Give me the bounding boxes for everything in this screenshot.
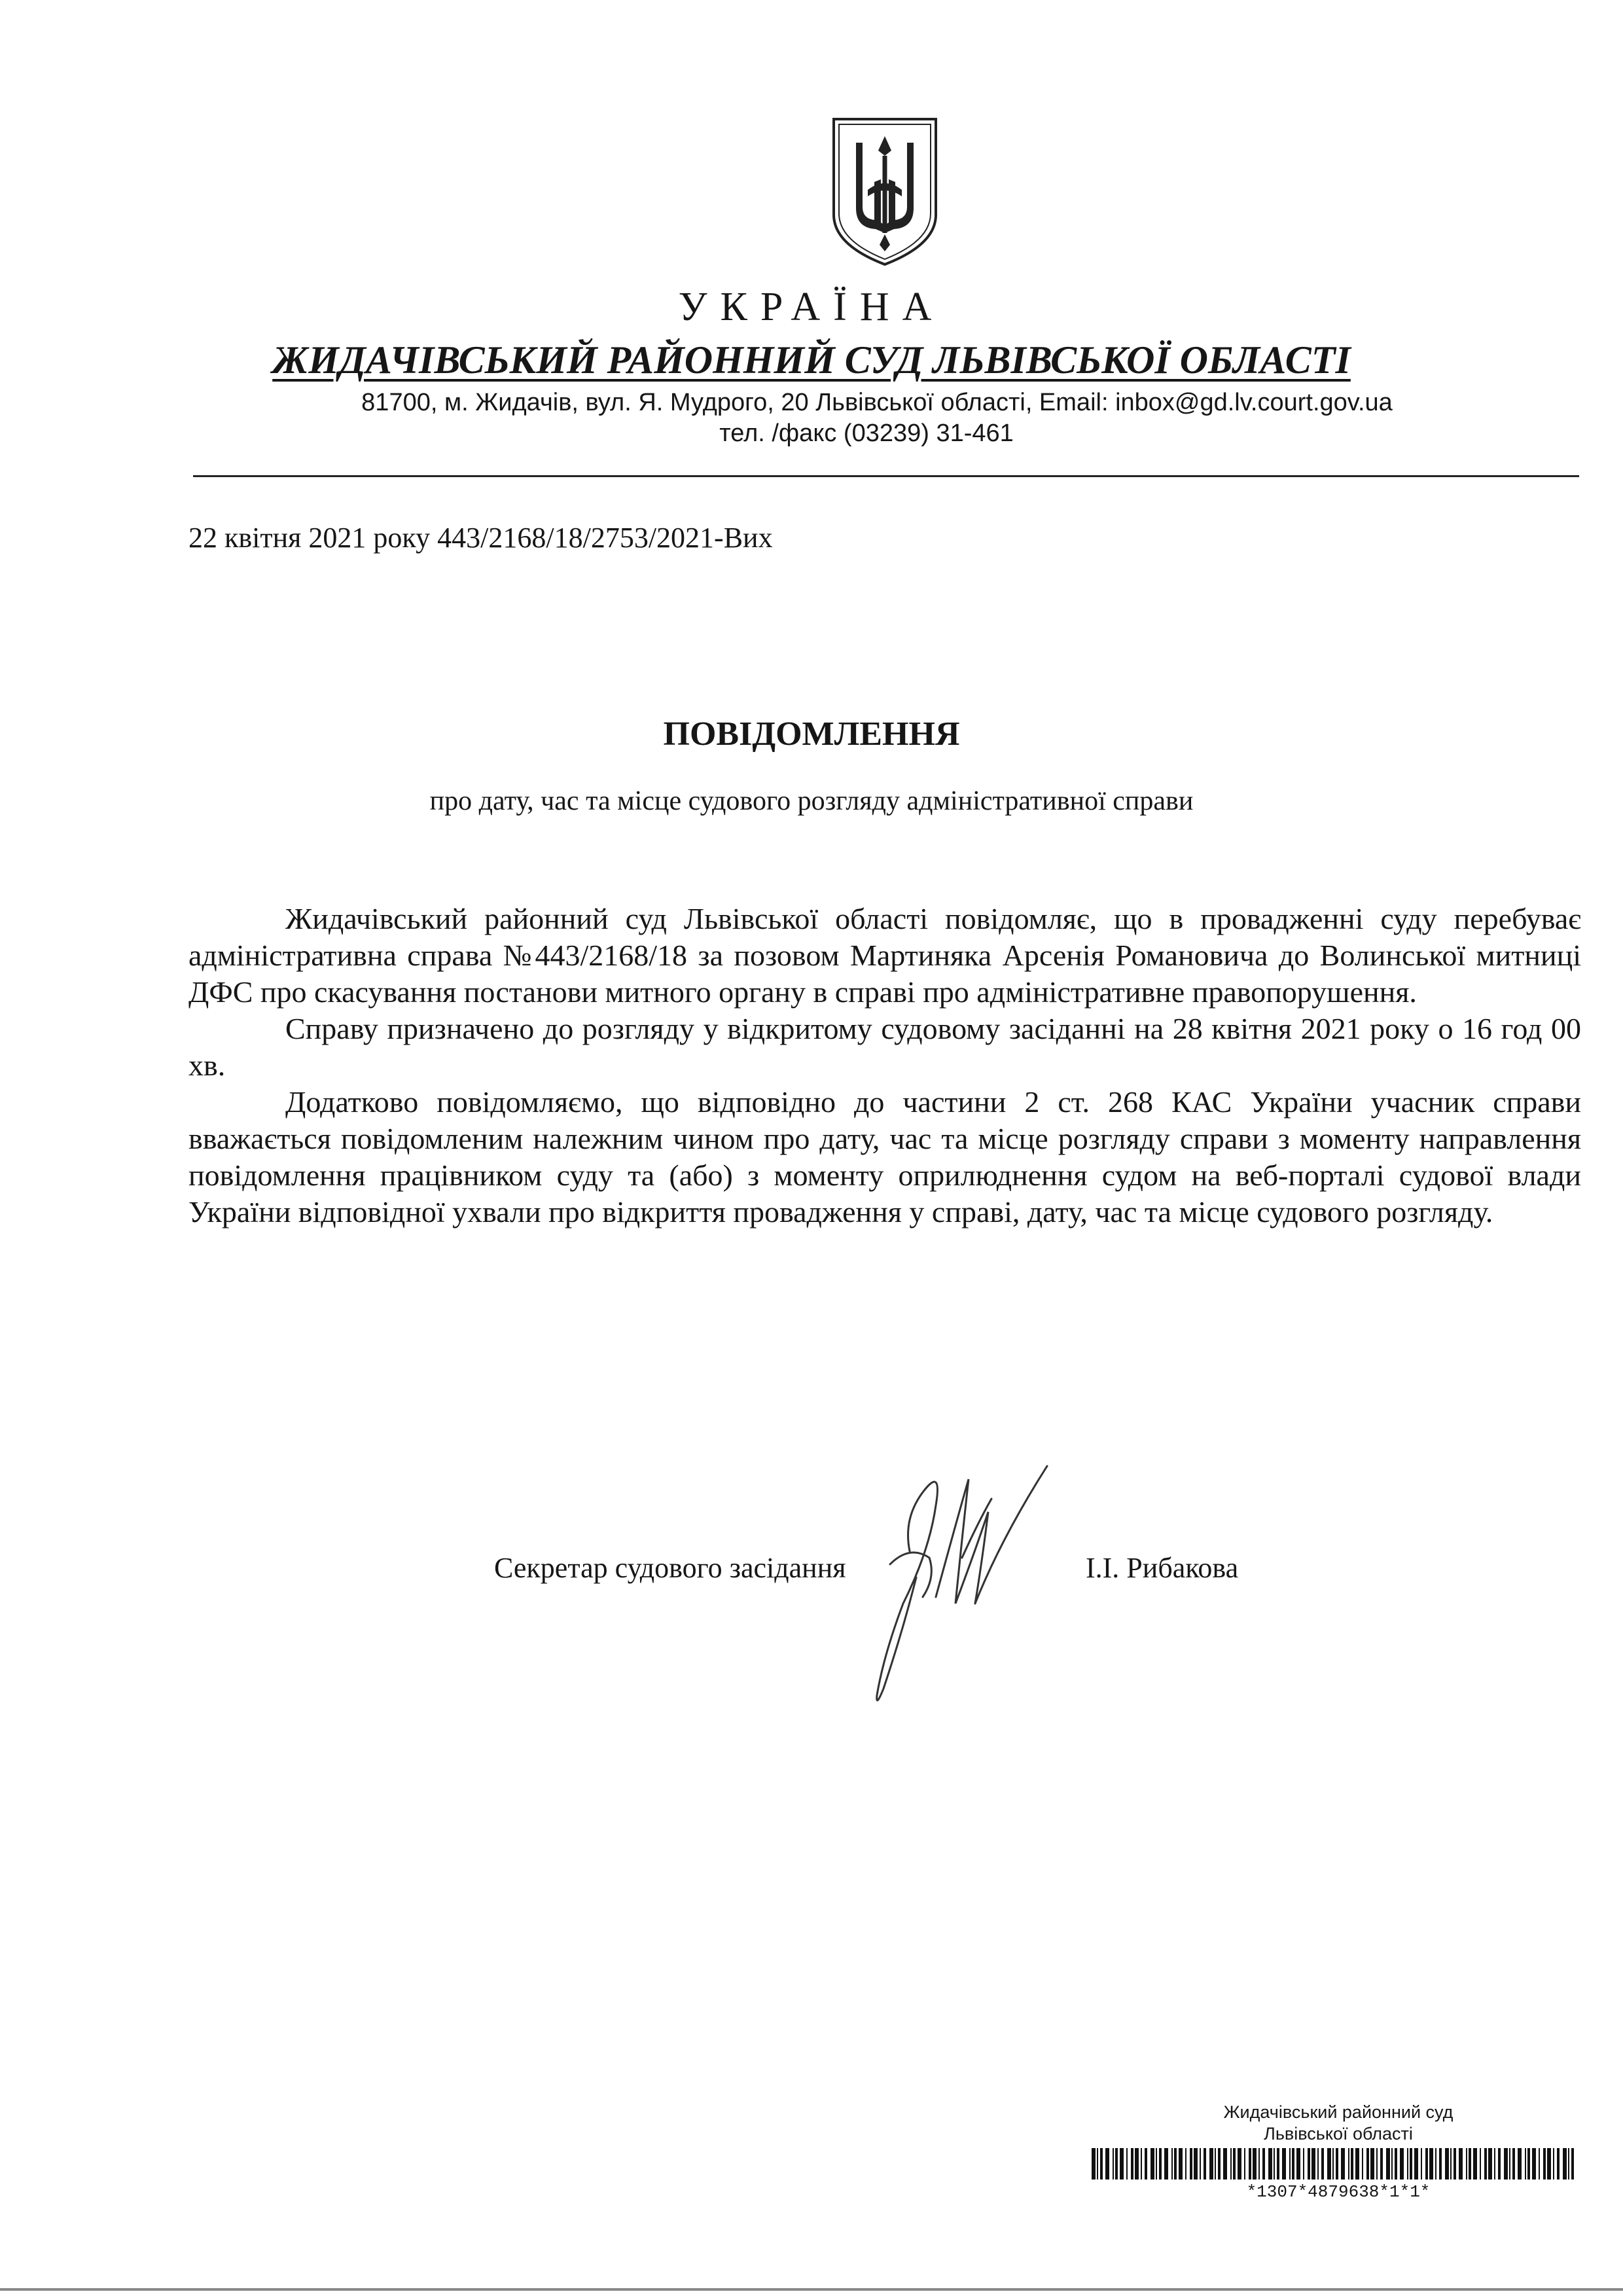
outgoing-number: 22 квітня 2021 року 443/2168/18/2753/2021-Вих: [188, 522, 773, 554]
body-paragraph: Справу призначено до розгляду у відкритому судовому засіданні на 28 квітня 2021 року о 16 год 00 хв.: [188, 1012, 1581, 1082]
barcode-icon: [1092, 2148, 1576, 2179]
court-name: ЖИДАЧІВСЬКИЙ РАЙОННИЙ СУД ЛЬВІВСЬКОЇ ОБЛАСТІ: [272, 338, 1351, 382]
registry-stamp-region: Львівської області: [1264, 2124, 1413, 2144]
registry-stamp-court: Жидачівський районний суд: [1223, 2102, 1454, 2122]
document-body: [188, 901, 1581, 1230]
scan-edge: [0, 2288, 1623, 2291]
body-paragraph: Жидачівський районний суд Львівської області повідомляє, що в провадженні суду перебуває адміністративна справа №443/2168/18 за позовом Мартиняка Арсенія Романовича до Волинської митниці ДФС про скасування постанови митного органу в справі про адміністративне правопорушення.: [188, 902, 1581, 1009]
body-paragraph: Додатково повідомляємо, що відповідно до частини 2 ст. 268 КАС України учасник справи вважається повідомленим належним чином про дату, час та місце розгляду справи з моменту направлення повідомлення працівником суду та (або) з моменту оприлюднення судом на веб-порталі судової влади України відповідної ухвали про відкриття провадження у справі, дату, час та місце судового розгляду.: [188, 1085, 1581, 1229]
header-divider: [193, 475, 1579, 477]
country-title: УКРАЇНА: [678, 285, 945, 329]
signatory-role: Секретар судового засідання: [494, 1552, 846, 1584]
coat-of-arms-icon: [830, 117, 940, 267]
barcode-number: *1307*4879638*1*1*: [1246, 2182, 1431, 2202]
court-phone: тел. /факс (03239) 31-461: [719, 420, 1014, 447]
handwritten-signature: [864, 1407, 1060, 1715]
court-address: 81700, м. Жидачів, вул. Я. Мудрого, 20 Львівської області, Email: inbox@gd.lv.court.gov.ua: [361, 389, 1393, 416]
document-title: ПОВІДОМЛЕННЯ: [663, 715, 960, 753]
document-subtitle: про дату, час та місце судового розгляду адміністративної справи: [429, 786, 1194, 816]
signatory-name: І.І. Рибакова: [1086, 1552, 1239, 1584]
